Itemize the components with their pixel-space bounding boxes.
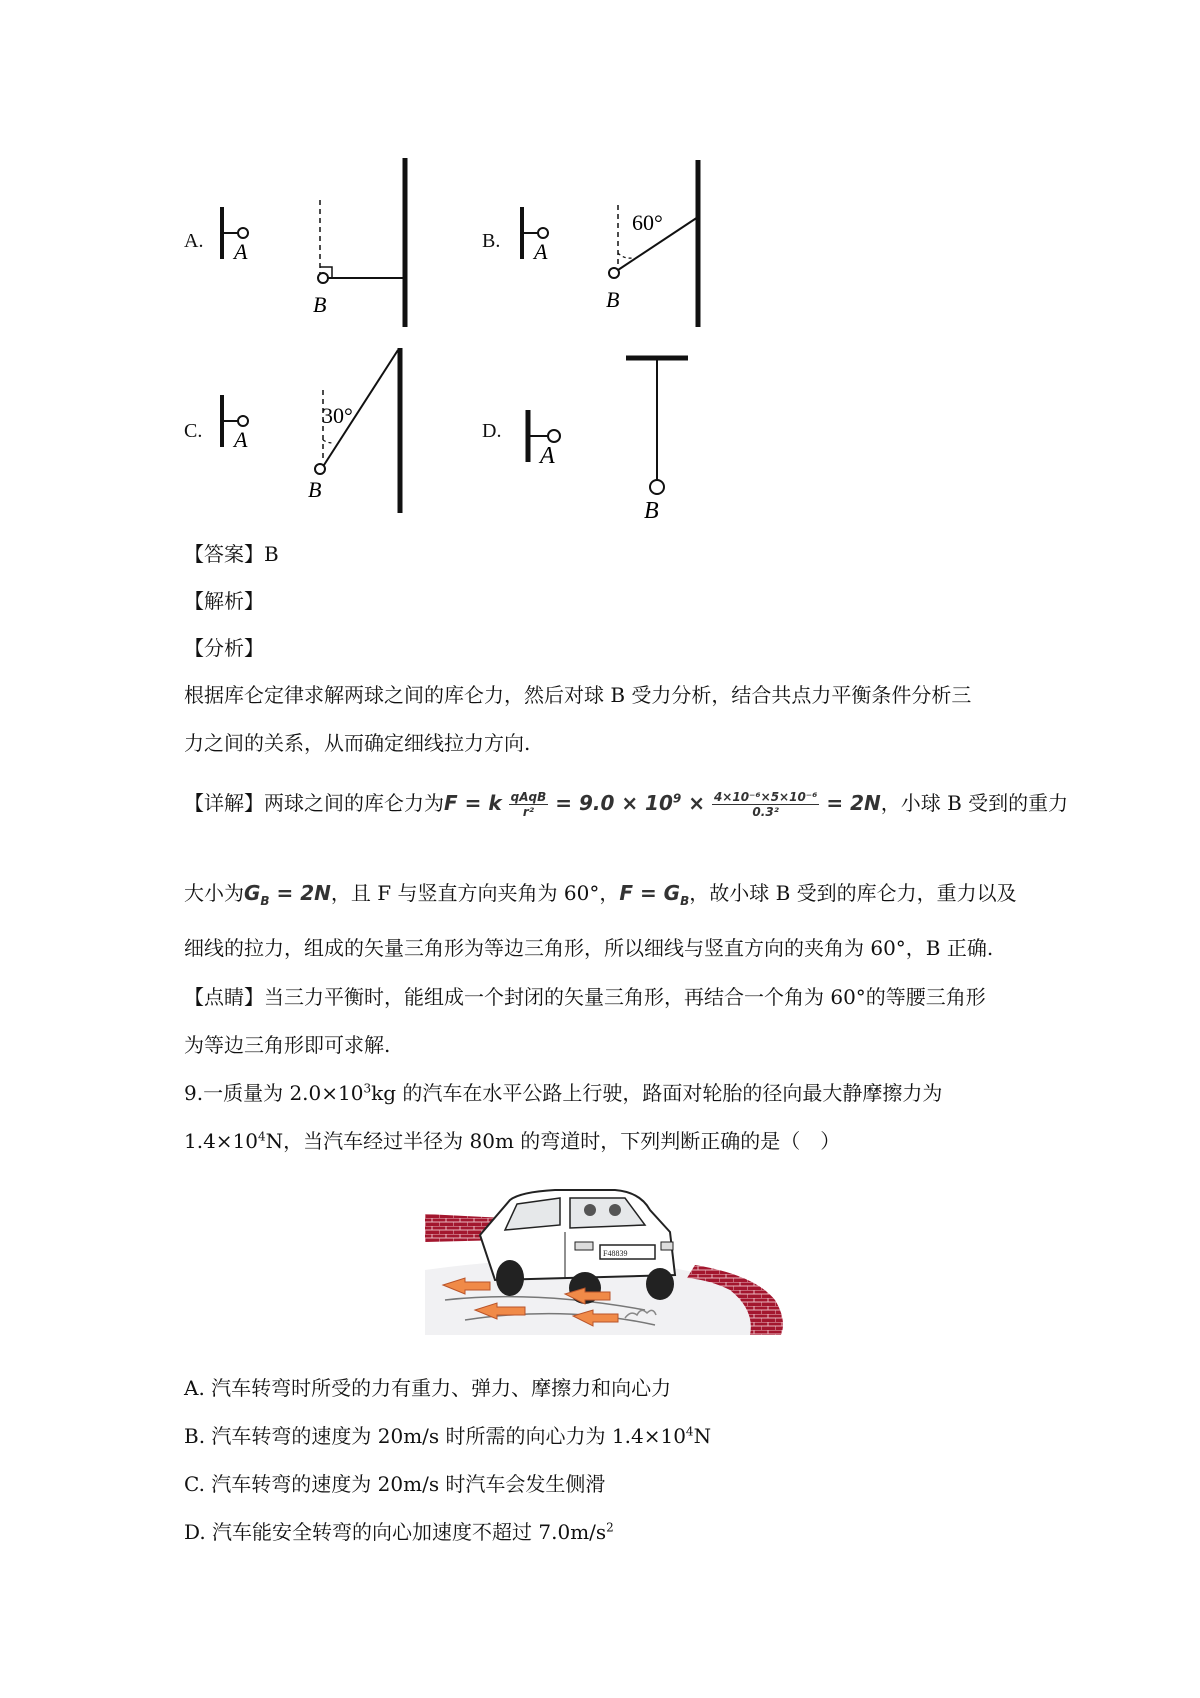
option-a-figure xyxy=(210,155,430,335)
q9-option-d xyxy=(184,1519,614,1545)
formula-mid: = 9.0 × 10 xyxy=(555,791,673,815)
formula-lhs: F = k xyxy=(444,791,502,815)
formula-rhs: = 2N xyxy=(826,791,881,815)
q9-l1-exp: 3 xyxy=(363,1081,372,1096)
detail-l2-mid: ，且 F 与竖直方向夹角为 60°， xyxy=(330,881,620,905)
q9-option-b-exp: 4 xyxy=(685,1424,694,1439)
detail-l2-post: ，故小球 B 受到的库仑力，重力以及 xyxy=(689,881,1017,905)
formula-frac-1 xyxy=(509,790,549,819)
q9-l2-exp: 4 xyxy=(258,1129,266,1144)
answer-line xyxy=(184,541,279,567)
answer-value: B xyxy=(264,542,279,566)
dianjing-text-1: 当三力平衡时，能组成一个封闭的矢量三角形，再结合一个角为 60°的等腰三角形 xyxy=(264,985,986,1009)
q9-option-a: A. 汽车转弯时所受的力有重力、弹力、摩擦力和向心力 xyxy=(184,1376,672,1400)
analysis-tag: 【解析】 xyxy=(184,589,264,613)
detail-l2-pre: 大小为 xyxy=(184,881,244,905)
q9-line-1 xyxy=(184,1080,942,1106)
option-d-letter: D. xyxy=(482,420,502,442)
option-d-figure xyxy=(510,350,720,525)
q9-option-b-post: N xyxy=(693,1424,712,1448)
detail-line-1 xyxy=(184,790,1068,819)
formula-num-2: 4×10⁻⁶×5×10⁻⁶ xyxy=(713,790,818,804)
car-illustration xyxy=(425,1170,785,1335)
dianjing-line-2: 为等边三角形即可求解. xyxy=(184,1033,391,1057)
q9-option-d-pre: D. 汽车能安全转弯的向心加速度不超过 7.0m/s xyxy=(184,1520,607,1544)
detail-line-2 xyxy=(184,880,1017,914)
option-c-angle: 30° xyxy=(322,403,353,428)
q9-line-2 xyxy=(184,1128,840,1154)
formula-den-1: r² xyxy=(522,805,535,819)
option-d-label-b: B xyxy=(644,498,659,524)
fg-formula xyxy=(619,881,690,908)
formula-frac-2 xyxy=(712,790,819,819)
fenxi-tag: 【分析】 xyxy=(184,636,264,660)
option-c-label-b: B xyxy=(308,477,322,502)
fg-sub: B xyxy=(680,894,690,908)
formula-times: × xyxy=(688,791,705,815)
gb-formula xyxy=(244,881,331,908)
option-b-letter: B. xyxy=(482,230,501,252)
license-plate: F48839 xyxy=(603,1249,628,1258)
fenxi-line-1: 根据库仑定律求解两球之间的库仑力，然后对球 B 受力分析，结合共点力平衡条件分析三 xyxy=(184,683,972,707)
detail-l1-post: ，小球 B 受到的重力 xyxy=(880,791,1069,815)
q9-l1-post: kg 的汽车在水平公路上行驶，路面对轮胎的径向最大静摩擦力为 xyxy=(371,1081,943,1105)
detail-l1-pre: 两球之间的库仑力为 xyxy=(264,791,444,815)
q9-option-b-pre: B. 汽车转弯的速度为 20m/s 时所需的向心力为 1.4×10 xyxy=(184,1424,686,1448)
formula-exp: 9 xyxy=(672,791,682,806)
option-b-label-a: A xyxy=(534,239,548,264)
dianjing-line-1 xyxy=(184,984,986,1010)
formula-num-1: qAqB xyxy=(510,790,547,804)
formula-den-2: 0.3² xyxy=(752,805,779,819)
answer-tag: 【答案】 xyxy=(184,542,264,566)
q9-option-b xyxy=(184,1423,711,1449)
fenxi-line-2: 力之间的关系，从而确定细线拉力方向. xyxy=(184,731,531,755)
coulomb-formula xyxy=(444,790,881,819)
dianjing-tag: 【点睛】 xyxy=(184,985,264,1009)
q9-l2-post: N，当汽车经过半径为 80m 的弯道时，下列判断正确的是（ ） xyxy=(265,1129,841,1153)
option-c-label-a: A xyxy=(234,427,248,452)
option-b-figure xyxy=(510,155,720,335)
q9-option-c: C. 汽车转弯的速度为 20m/s 时汽车会发生侧滑 xyxy=(184,1472,606,1496)
gb-symbol: G xyxy=(244,881,261,905)
option-a-label-b: B xyxy=(313,292,327,317)
q9-l1-pre: 9.一质量为 2.0×10 xyxy=(184,1081,364,1105)
detail-tag: 【详解】 xyxy=(184,791,264,815)
option-d-label-a: A xyxy=(540,443,555,469)
option-b-label-b: B xyxy=(606,287,620,312)
option-a-label-a: A xyxy=(234,239,248,264)
option-c-figure xyxy=(210,345,430,520)
fg-symbol: F = G xyxy=(619,881,681,905)
option-a-letter: A. xyxy=(184,230,204,252)
option-b-angle: 60° xyxy=(632,210,663,235)
q9-l2-pre: 1.4×10 xyxy=(184,1129,259,1153)
gb-value: = 2N xyxy=(269,881,331,905)
q9-option-d-exp: 2 xyxy=(606,1520,614,1535)
detail-line-3: 细线的拉力，组成的矢量三角形为等边三角形，所以细线与竖直方向的夹角为 60°，B 正确. xyxy=(184,936,994,960)
gb-sub: B xyxy=(260,894,270,908)
option-c-letter: C. xyxy=(184,420,203,442)
